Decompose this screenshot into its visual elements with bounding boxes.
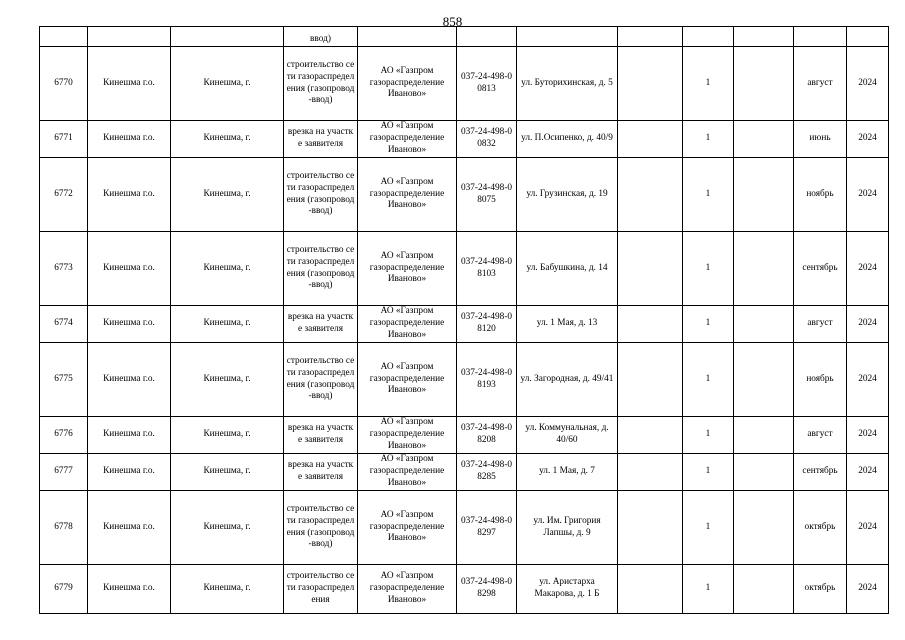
- cell-request-number: [457, 27, 517, 47]
- table-body: [40, 27, 889, 614]
- cell-request-number-text: 037-24-498-08297: [460, 515, 513, 538]
- cell-address-text: ул. Буторихинская, д. 5: [521, 77, 613, 88]
- cell-empty: [618, 343, 683, 417]
- cell-month-text: ноябрь: [806, 373, 834, 384]
- cell-year: [847, 491, 889, 565]
- cell-year-text: 2024: [858, 583, 877, 594]
- cell-quantity-text: 1: [705, 521, 711, 532]
- cell-address: [517, 343, 618, 417]
- cell-request-number: [457, 158, 517, 232]
- cell-address: [517, 306, 618, 343]
- cell-year: [847, 47, 889, 121]
- cell-work-type: [284, 491, 358, 565]
- cell-empty: [734, 491, 794, 565]
- cell-settlement-text: Кинешма, г.: [203, 521, 251, 532]
- cell-month-text: сентябрь: [802, 466, 838, 477]
- cell-row-number: [40, 343, 88, 417]
- cell-municipality: [88, 47, 171, 121]
- cell-empty: [618, 121, 683, 158]
- table-row: [40, 306, 889, 343]
- table-row: [40, 491, 889, 565]
- cell-organization-text: АО «Газпром газораспределение Иваново»: [369, 454, 445, 488]
- cell-quantity-text: 1: [705, 77, 711, 88]
- cell-quantity-text: 1: [705, 318, 711, 329]
- cell-settlement-text: Кинешма, г.: [203, 133, 251, 144]
- cell-row-number-text: 6774: [54, 318, 73, 329]
- cell-organization-text: АО «Газпром газораспределение Иваново»: [369, 176, 445, 211]
- cell-month: [794, 454, 847, 491]
- cell-organization: [358, 417, 457, 454]
- cell-organization-text: АО «Газпром газораспределение Иваново»: [369, 250, 445, 285]
- cell-municipality: [88, 121, 171, 158]
- cell-settlement: [171, 417, 284, 454]
- cell-row-number-text: 6770: [54, 77, 73, 88]
- cell-quantity: [683, 232, 734, 306]
- cell-address: [517, 27, 618, 47]
- cell-request-number: [457, 417, 517, 454]
- cell-work-type: [284, 417, 358, 454]
- cell-row-number: [40, 47, 88, 121]
- cell-request-number: [457, 47, 517, 121]
- cell-empty: [618, 232, 683, 306]
- cell-quantity: [683, 454, 734, 491]
- cell-year: [847, 232, 889, 306]
- cell-month-text: октябрь: [804, 521, 836, 532]
- cell-settlement: [171, 454, 284, 491]
- cell-row-number: [40, 158, 88, 232]
- cell-work-type-text: ввод): [310, 34, 331, 45]
- cell-request-number-text: 037-24-498-08075: [460, 182, 513, 205]
- cell-year-text: 2024: [858, 188, 877, 199]
- cell-row-number-text: 6776: [54, 429, 73, 440]
- cell-municipality-text: Кинешма г.о.: [103, 133, 155, 144]
- cell-address-text: ул. Загородная, д. 49/41: [520, 373, 614, 384]
- table-row: [40, 454, 889, 491]
- cell-request-number: [457, 306, 517, 343]
- cell-address: [517, 47, 618, 121]
- cell-year-text: 2024: [858, 262, 877, 273]
- cell-request-number-text: 037-24-498-08103: [460, 256, 513, 279]
- cell-empty: [618, 306, 683, 343]
- cell-municipality: [88, 454, 171, 491]
- cell-quantity-text: 1: [705, 466, 711, 477]
- cell-row-number-text: 6773: [54, 262, 73, 273]
- cell-municipality-text: Кинешма г.о.: [103, 318, 155, 329]
- cell-year: [847, 121, 889, 158]
- cell-work-type-text: врезка на участке заявителя: [287, 127, 354, 149]
- cell-organization-text: АО «Газпром газораспределение Иваново»: [369, 361, 445, 396]
- cell-year-text: 2024: [858, 466, 877, 477]
- cell-month: [794, 306, 847, 343]
- table-row: [40, 121, 889, 158]
- table-row: [40, 565, 889, 614]
- cell-organization: [358, 306, 457, 343]
- cell-month: [794, 343, 847, 417]
- cell-municipality: [88, 491, 171, 565]
- cell-quantity-text: 1: [705, 429, 711, 440]
- table-row: [40, 47, 889, 121]
- cell-empty: [734, 121, 794, 158]
- cell-municipality-text: Кинешма г.о.: [103, 521, 155, 532]
- cell-work-type-text: врезка на участке заявителя: [287, 312, 354, 334]
- cell-request-number: [457, 232, 517, 306]
- table-row: [40, 232, 889, 306]
- cell-quantity: [683, 306, 734, 343]
- cell-row-number: [40, 27, 88, 47]
- cell-address-text: ул. 1 Мая, д. 13: [536, 318, 598, 329]
- cell-work-type-text: врезка на участке заявителя: [287, 423, 354, 445]
- cell-year-text: 2024: [858, 133, 877, 144]
- cell-work-type-text: строительство сети газораспределения (газопровод-ввод): [286, 244, 355, 291]
- cell-year-text: 2024: [858, 373, 877, 384]
- cell-organization-text: АО «Газпром газораспределение Иваново»: [369, 509, 445, 544]
- table-row: [40, 343, 889, 417]
- cell-address-text: ул. Грузинская, д. 19: [526, 188, 608, 199]
- cell-quantity: [683, 47, 734, 121]
- cell-year-text: 2024: [858, 318, 877, 329]
- cell-municipality: [88, 27, 171, 47]
- cell-municipality: [88, 417, 171, 454]
- cell-month: [794, 27, 847, 47]
- cell-address: [517, 565, 618, 614]
- cell-settlement: [171, 491, 284, 565]
- cell-settlement-text: Кинешма, г.: [203, 373, 251, 384]
- cell-empty: [618, 27, 683, 47]
- cell-empty: [734, 343, 794, 417]
- cell-municipality-text: Кинешма г.о.: [103, 583, 155, 594]
- cell-address-text: ул. Аристарха Макарова, д. 1 Б: [534, 577, 600, 599]
- cell-organization-text: АО «Газпром газораспределение Иваново»: [369, 121, 445, 155]
- cell-work-type: [284, 121, 358, 158]
- cell-organization: [358, 343, 457, 417]
- cell-work-type: [284, 306, 358, 343]
- cell-settlement: [171, 306, 284, 343]
- cell-address: [517, 491, 618, 565]
- cell-organization: [358, 565, 457, 614]
- cell-address-text: ул. 1 Мая, д. 7: [539, 466, 595, 477]
- cell-request-number-text: 037-24-498-00813: [460, 71, 513, 94]
- cell-year-text: 2024: [858, 521, 877, 532]
- cell-organization: [358, 491, 457, 565]
- cell-work-type-text: строительство сети газораспределения (газопровод-ввод): [286, 59, 355, 106]
- cell-settlement: [171, 121, 284, 158]
- cell-empty: [734, 232, 794, 306]
- cell-municipality: [88, 343, 171, 417]
- cell-settlement-text: Кинешма, г.: [203, 466, 251, 477]
- cell-row-number: [40, 306, 88, 343]
- cell-request-number-text: 037-24-498-08285: [460, 460, 513, 482]
- cell-municipality-text: Кинешма г.о.: [103, 466, 155, 477]
- cell-municipality: [88, 565, 171, 614]
- cell-row-number-text: 6771: [54, 133, 73, 144]
- cell-municipality-text: Кинешма г.о.: [103, 188, 155, 199]
- cell-quantity-text: 1: [705, 373, 711, 384]
- cell-row-number: [40, 491, 88, 565]
- cell-request-number-text: 037-24-498-08208: [460, 423, 513, 445]
- cell-month-text: август: [807, 318, 833, 329]
- cell-month: [794, 121, 847, 158]
- cell-organization: [358, 454, 457, 491]
- cell-organization: [358, 47, 457, 121]
- cell-settlement-text: Кинешма, г.: [203, 429, 251, 440]
- cell-work-type: [284, 47, 358, 121]
- cell-row-number-text: 6778: [54, 521, 73, 532]
- cell-address-text: ул. Бабушкина, д. 14: [526, 262, 608, 273]
- cell-month-text: август: [807, 429, 833, 440]
- cell-quantity-text: 1: [705, 262, 711, 273]
- cell-month: [794, 417, 847, 454]
- cell-month: [794, 491, 847, 565]
- cell-address-text: ул. П.Осипенко, д. 40/9: [521, 133, 613, 144]
- cell-year: [847, 454, 889, 491]
- cell-empty: [618, 158, 683, 232]
- cell-quantity-text: 1: [705, 133, 711, 144]
- cell-month: [794, 232, 847, 306]
- cell-work-type: [284, 158, 358, 232]
- cell-organization: [358, 121, 457, 158]
- cell-work-type: [284, 454, 358, 491]
- cell-request-number-text: 037-24-498-00832: [460, 127, 513, 149]
- cell-month: [794, 565, 847, 614]
- cell-quantity-text: 1: [705, 188, 711, 199]
- cell-year-text: 2024: [858, 429, 877, 440]
- cell-year: [847, 565, 889, 614]
- cell-work-type-text: врезка на участке заявителя: [287, 460, 354, 482]
- table-row: [40, 417, 889, 454]
- cell-quantity: [683, 565, 734, 614]
- cell-settlement-text: Кинешма, г.: [203, 77, 251, 88]
- cell-quantity: [683, 491, 734, 565]
- cell-empty: [734, 417, 794, 454]
- cell-row-number-text: 6772: [54, 188, 73, 199]
- cell-organization: [358, 27, 457, 47]
- cell-settlement-text: Кинешма, г.: [203, 583, 251, 594]
- cell-year: [847, 27, 889, 47]
- cell-empty: [618, 47, 683, 121]
- cell-organization-text: АО «Газпром газораспределение Иваново»: [369, 571, 445, 605]
- cell-row-number: [40, 121, 88, 158]
- cell-municipality-text: Кинешма г.о.: [103, 373, 155, 384]
- cell-settlement: [171, 158, 284, 232]
- cell-empty: [734, 565, 794, 614]
- cell-month-text: август: [807, 77, 833, 88]
- cell-settlement-text: Кинешма, г.: [203, 188, 251, 199]
- cell-work-type-text: строительство сети газораспределения (газопровод-ввод): [286, 170, 355, 217]
- cell-row-number: [40, 232, 88, 306]
- cell-year: [847, 306, 889, 343]
- cell-organization: [358, 232, 457, 306]
- cell-empty: [618, 565, 683, 614]
- cell-year: [847, 158, 889, 232]
- cell-row-number: [40, 454, 88, 491]
- cell-row-number: [40, 417, 88, 454]
- cell-quantity-text: 1: [705, 583, 711, 594]
- cell-quantity: [683, 121, 734, 158]
- cell-quantity: [683, 343, 734, 417]
- cell-work-type: [284, 232, 358, 306]
- cell-settlement: [171, 565, 284, 614]
- cell-municipality-text: Кинешма г.о.: [103, 77, 155, 88]
- cell-address: [517, 417, 618, 454]
- cell-quantity: [683, 158, 734, 232]
- cell-row-number-text: 6777: [54, 466, 73, 477]
- cell-settlement-text: Кинешма, г.: [203, 318, 251, 329]
- cell-municipality: [88, 306, 171, 343]
- cell-work-type: [284, 343, 358, 417]
- table-row: [40, 158, 889, 232]
- cell-empty: [734, 306, 794, 343]
- cell-organization-text: АО «Газпром газораспределение Иваново»: [369, 65, 445, 100]
- cell-empty: [734, 27, 794, 47]
- cell-address: [517, 232, 618, 306]
- cell-row-number-text: 6775: [54, 373, 73, 384]
- cell-municipality: [88, 232, 171, 306]
- table-row-continuation: [40, 27, 889, 47]
- cell-empty: [618, 454, 683, 491]
- cell-request-number-text: 037-24-498-08298: [460, 577, 513, 599]
- cell-empty: [734, 47, 794, 121]
- cell-address-text: ул. Коммунальная, д. 40/60: [525, 423, 609, 445]
- cell-request-number: [457, 565, 517, 614]
- gasification-schedule-table: [39, 26, 889, 614]
- cell-request-number-text: 037-24-498-08120: [460, 312, 513, 334]
- cell-month: [794, 47, 847, 121]
- cell-settlement: [171, 232, 284, 306]
- cell-month-text: ноябрь: [806, 188, 834, 199]
- cell-settlement: [171, 47, 284, 121]
- cell-request-number-text: 037-24-498-08193: [460, 367, 513, 390]
- cell-municipality-text: Кинешма г.о.: [103, 429, 155, 440]
- cell-organization: [358, 158, 457, 232]
- cell-organization-text: АО «Газпром газораспределение Иваново»: [369, 417, 445, 451]
- cell-empty: [734, 454, 794, 491]
- cell-month: [794, 158, 847, 232]
- cell-month-text: июнь: [809, 133, 831, 144]
- cell-row-number: [40, 565, 88, 614]
- cell-year: [847, 417, 889, 454]
- cell-work-type-text: строительство сети газораспределения (газопровод-ввод): [286, 503, 355, 550]
- cell-year: [847, 343, 889, 417]
- cell-municipality-text: Кинешма г.о.: [103, 262, 155, 273]
- cell-request-number: [457, 491, 517, 565]
- cell-work-type: [284, 27, 358, 47]
- cell-empty: [618, 491, 683, 565]
- cell-empty: [618, 417, 683, 454]
- cell-settlement: [171, 27, 284, 47]
- cell-address: [517, 121, 618, 158]
- cell-request-number: [457, 454, 517, 491]
- cell-year-text: 2024: [858, 77, 877, 88]
- cell-request-number: [457, 121, 517, 158]
- cell-address: [517, 158, 618, 232]
- cell-organization-text: АО «Газпром газораспределение Иваново»: [369, 306, 445, 340]
- cell-quantity: [683, 27, 734, 47]
- cell-quantity: [683, 417, 734, 454]
- cell-work-type-text: строительство сети газораспределения: [286, 571, 355, 605]
- cell-work-type-text: строительство сети газораспределения (газопровод-ввод): [286, 355, 355, 402]
- cell-work-type: [284, 565, 358, 614]
- cell-settlement-text: Кинешма, г.: [203, 262, 251, 273]
- cell-address-text: ул. Им. Григория Лапшы, д. 9: [533, 515, 601, 538]
- cell-municipality: [88, 158, 171, 232]
- cell-address: [517, 454, 618, 491]
- cell-month-text: октябрь: [804, 583, 836, 594]
- cell-request-number: [457, 343, 517, 417]
- cell-empty: [734, 158, 794, 232]
- cell-month-text: сентябрь: [802, 262, 838, 273]
- cell-row-number-text: 6779: [54, 583, 73, 594]
- cell-settlement: [171, 343, 284, 417]
- page-number: 858: [442, 14, 463, 29]
